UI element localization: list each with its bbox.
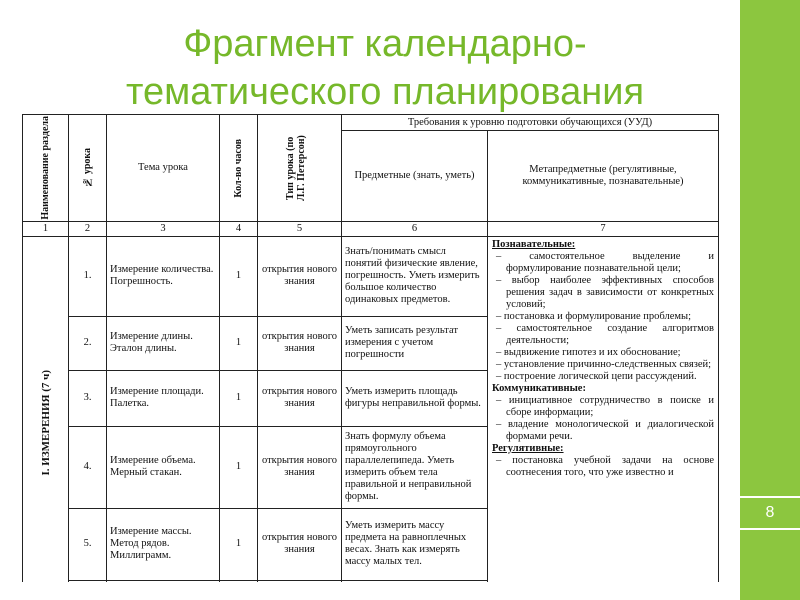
header-meta: Метапредметные (регулятивные, коммуникативные, познавательные): [488, 131, 719, 222]
lesson-number: 4.: [69, 426, 107, 508]
cognitive-title: Познавательные:: [492, 238, 576, 250]
subject-results: Уметь записать результат измерения с учетом погрешности: [342, 316, 488, 370]
header-requirements: Требования к уровню подготовки обучающихся (УУД): [342, 115, 719, 131]
header-number: № урока: [69, 115, 107, 222]
section-cell: I. ИЗМЕРЕНИЯ (7 ч): [23, 236, 69, 582]
lesson-number: 2.: [69, 316, 107, 370]
column-number-row: [23, 221, 719, 236]
subject-results: Знать/понимать смысл понятий физические явление, погрешность. Уметь измерить большое количество одинаковых предметов.: [342, 236, 488, 316]
header-section: Наименование раздела: [23, 115, 69, 222]
lesson-hours: 1: [220, 426, 258, 508]
list-item: – владение монологической и диалогической формами речи.: [496, 418, 714, 442]
list-item: – самостоятельное выделение и формулирование познавательной цели;: [496, 250, 715, 274]
lesson-number: 5.: [69, 508, 107, 580]
header-subject: Предметные (знать, уметь): [342, 131, 488, 222]
lesson-number: 3.: [69, 370, 107, 426]
lesson-hours: 1: [220, 508, 258, 580]
column-number: 5: [258, 221, 342, 236]
list-item: – выбор наиболее эффективных способов решения задач в зависимости от конкретных условий;: [496, 274, 714, 310]
subject-results: Уметь измерить площадь фигуры неправильной формы.: [342, 370, 488, 426]
header-lesson-type: Тип урока (по Л.Г. Петерсон): [258, 115, 342, 222]
list-item: – инициативное сотрудничество в поиске и сборе информации;: [496, 394, 715, 418]
table-row: [23, 236, 719, 316]
list-item: – постановка и формулирование проблемы;: [496, 310, 691, 322]
lesson-type: открытия нового знания: [258, 370, 342, 426]
title-line-1: Фрагмент календарно-: [183, 23, 587, 65]
lesson-type: открытия нового знания: [258, 508, 342, 580]
page-number: 8: [740, 496, 800, 530]
column-number: 4: [220, 221, 258, 236]
list-item: – самостоятельное создание алгоритмов деятельности;: [496, 322, 714, 346]
column-number: 1: [23, 221, 69, 236]
lesson-hours: 1: [220, 370, 258, 426]
subject-results: Уметь измерить массу предмета на равноплечных весах. Знать как измерять массу малых тел.: [342, 508, 488, 580]
list-item: – постановка учебной задачи на основе соотнесения того, что уже известно и: [496, 454, 714, 478]
list-item: – выдвижение гипотез и их обоснование;: [496, 346, 681, 358]
lesson-type: открытия нового знания: [258, 316, 342, 370]
header-topic: Тема урока: [107, 115, 220, 222]
slide-title: [40, 20, 730, 116]
column-number: 6: [342, 221, 488, 236]
planning-table: [22, 114, 719, 582]
lesson-hours: 1: [220, 236, 258, 316]
lesson-type: открытия нового знания: [258, 236, 342, 316]
column-number: 2: [69, 221, 107, 236]
subject-results: Знать формулу объема прямоугольного параллелепипеда. Уметь измерить объем тела правильной и неправильной формы.: [342, 426, 488, 508]
header-hours: Кол-во часов: [220, 115, 258, 222]
lesson-topic: Измерение количества. Погрешность.: [107, 236, 220, 316]
lesson-hours: 1: [220, 316, 258, 370]
title-line-2: тематического планирования: [125, 71, 645, 113]
lesson-topic: Измерение длины. Эталон длины.: [107, 316, 220, 370]
communicative-title: Коммуникативные:: [492, 382, 586, 394]
list-item: – построение логической цепи рассуждений.: [496, 370, 697, 382]
meta-results: [488, 236, 719, 582]
column-number: 3: [107, 221, 220, 236]
regulative-title: Регулятивные:: [492, 442, 564, 454]
lesson-topic: Измерение массы. Метод рядов. Миллиграмм.: [107, 508, 220, 580]
lesson-number: 1.: [69, 236, 107, 316]
planning-table-image: [20, 114, 722, 582]
lesson-topic: Измерение объема. Мерный стакан.: [107, 426, 220, 508]
lesson-type: открытия нового знания: [258, 426, 342, 508]
list-item: – установление причинно-следственных связей;: [496, 358, 712, 370]
lesson-topic: Измерение площади. Палетка.: [107, 370, 220, 426]
column-number: 7: [488, 221, 719, 236]
